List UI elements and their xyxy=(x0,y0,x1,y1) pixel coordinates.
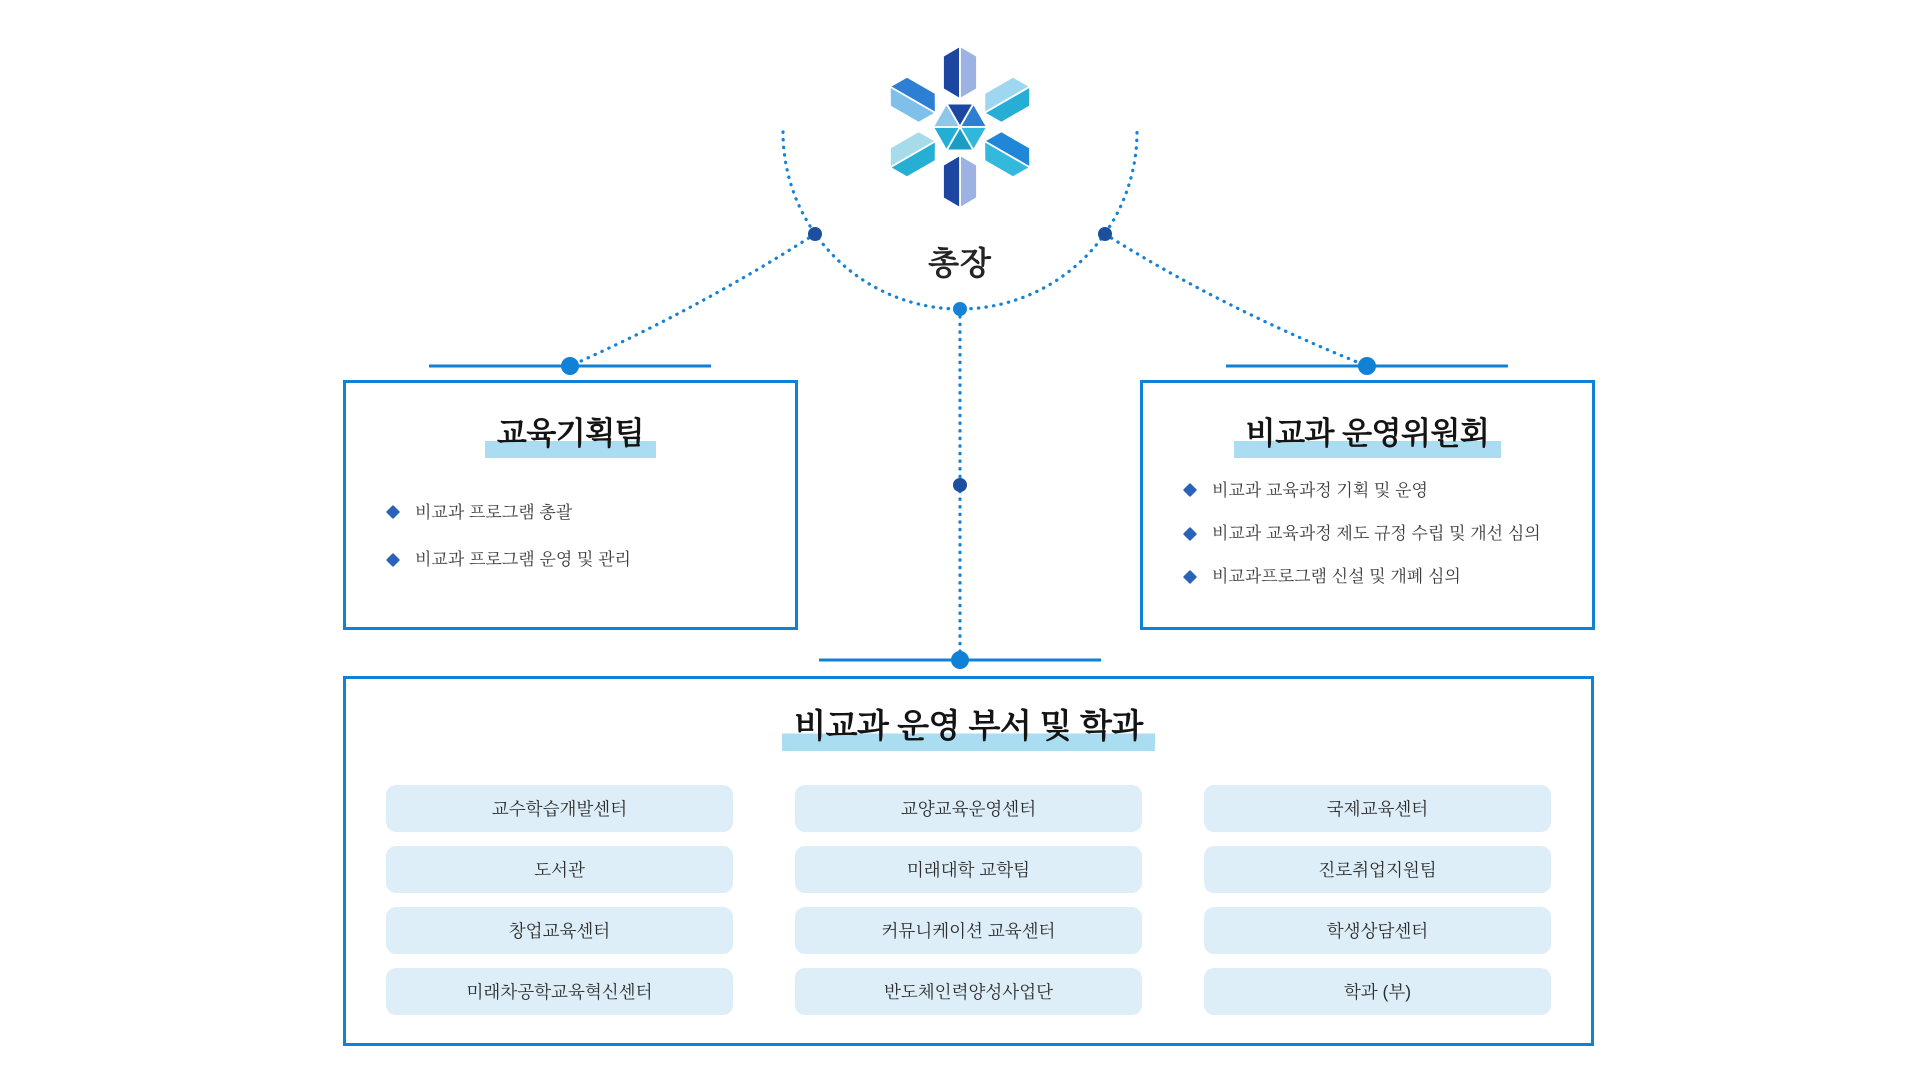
department-name: 미래차공학교육혁신센터 xyxy=(466,981,653,1002)
operating-departments-box xyxy=(343,676,1594,1046)
chancellor-label: 총장 xyxy=(928,245,992,281)
department-pill xyxy=(386,846,733,893)
box-title: 비교과 운영위원회 xyxy=(1234,416,1502,458)
bullet-text: 비교과 프로그램 총괄 xyxy=(415,502,573,522)
diamond-bullet-icon xyxy=(1183,483,1197,497)
box-title-row xyxy=(1143,416,1592,458)
department-name: 교양교육운영센터 xyxy=(900,798,1037,819)
bullet-text: 비교과 교육과정 제도 규정 수립 및 개선 심의 xyxy=(1212,523,1541,543)
department-pill xyxy=(795,968,1142,1015)
department-name: 교수학습개발센터 xyxy=(491,798,628,819)
diamond-bullet-icon xyxy=(1183,526,1197,540)
department-pill xyxy=(386,907,733,954)
list-item xyxy=(1185,480,1572,501)
connector-dot xyxy=(1358,357,1376,375)
list-item xyxy=(1185,566,1572,587)
diamond-bullet-icon xyxy=(386,505,400,519)
list-item xyxy=(1185,523,1572,544)
department-name: 국제교육센터 xyxy=(1326,798,1429,819)
diamond-bullet-icon xyxy=(386,552,400,566)
snowflake-icon xyxy=(878,38,1042,216)
connector-dot xyxy=(953,302,967,316)
department-grid xyxy=(346,785,1591,1015)
department-pill xyxy=(1204,968,1551,1015)
department-pill xyxy=(1204,846,1551,893)
bullet-list xyxy=(1143,480,1592,588)
department-name: 창업교육센터 xyxy=(508,920,611,941)
department-pill xyxy=(795,846,1142,893)
education-planning-team-box xyxy=(343,380,798,630)
department-pill xyxy=(386,968,733,1015)
department-name: 진로취업지원팀 xyxy=(1318,859,1437,880)
box-title: 교육기획팀 xyxy=(485,416,656,458)
connector-dot xyxy=(1098,227,1112,241)
department-pill xyxy=(795,907,1142,954)
department-pill xyxy=(1204,785,1551,832)
connector-dot xyxy=(953,478,967,492)
department-name: 학과 (부) xyxy=(1343,981,1412,1002)
box-title-row xyxy=(346,707,1591,751)
department-pill xyxy=(795,785,1142,832)
connector-dot xyxy=(951,651,969,669)
connector-dot xyxy=(561,357,579,375)
department-pill xyxy=(386,785,733,832)
box-title-row xyxy=(346,416,795,458)
university-snowflake-logo xyxy=(878,38,1042,218)
department-name: 커뮤니케이션 교육센터 xyxy=(881,920,1056,941)
department-name: 반도체인력양성사업단 xyxy=(883,981,1054,1002)
department-name: 도서관 xyxy=(534,859,585,880)
bullet-list xyxy=(346,502,795,571)
list-item xyxy=(388,502,775,523)
bullet-text: 비교과 교육과정 기획 및 운영 xyxy=(1212,480,1428,500)
list-item xyxy=(388,549,775,570)
department-name: 미래대학 교학팀 xyxy=(906,859,1031,880)
diamond-bullet-icon xyxy=(1183,570,1197,584)
branch-to-left-box xyxy=(570,234,815,366)
extracurricular-committee-box xyxy=(1140,380,1595,630)
branch-to-right-box xyxy=(1105,234,1367,366)
bullet-text: 비교과 프로그램 운영 및 관리 xyxy=(415,549,631,569)
box-title: 비교과 운영 부서 및 학과 xyxy=(782,707,1154,751)
connector-dot xyxy=(808,227,822,241)
department-name: 학생상담센터 xyxy=(1326,920,1429,941)
department-pill xyxy=(1204,907,1551,954)
bullet-text: 비교과프로그램 신설 및 개폐 심의 xyxy=(1212,567,1461,587)
